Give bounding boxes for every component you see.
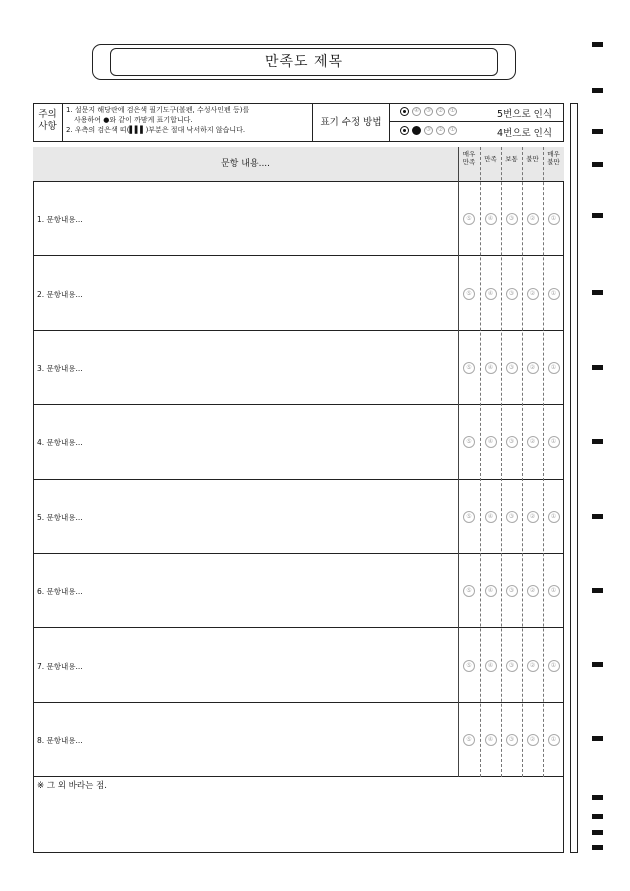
example-1-marks	[400, 107, 457, 116]
answer-bubble[interactable]: ①	[548, 213, 560, 225]
timing-mark	[592, 795, 603, 800]
answer-bubble[interactable]: ③	[506, 734, 518, 746]
timing-mark	[592, 588, 603, 593]
question-text: 1. 문항내용...	[37, 215, 83, 225]
answer-bubble[interactable]: ②	[527, 511, 539, 523]
answer-bubble[interactable]: ②	[527, 436, 539, 448]
marked-dot-bubble	[400, 107, 409, 116]
answer-bubble[interactable]: ④	[485, 213, 497, 225]
notice-label-line1: 주의	[38, 109, 57, 120]
answer-bubble[interactable]: ③	[506, 362, 518, 374]
marked-dot-bubble	[400, 126, 409, 135]
scale-column-header: 불만	[526, 155, 539, 163]
column-divider	[458, 147, 459, 777]
timing-mark	[592, 162, 603, 167]
notice-text	[66, 105, 312, 135]
example-2-marks	[400, 126, 457, 135]
column-divider	[501, 147, 502, 777]
timing-mark	[592, 213, 603, 218]
answer-bubble[interactable]: ⑤	[463, 362, 475, 374]
empty-bubble: ③	[424, 107, 433, 116]
answer-bubble[interactable]: ②	[527, 660, 539, 672]
answer-bubble[interactable]: ②	[527, 213, 539, 225]
side-bar	[570, 103, 578, 853]
column-divider	[522, 147, 523, 777]
answer-bubble[interactable]: ⑤	[463, 288, 475, 300]
page-title: 만족도 제목	[110, 48, 498, 76]
question-column-header: 문항 내용....	[220, 159, 271, 169]
answer-bubble[interactable]: ⑤	[463, 213, 475, 225]
answer-bubble[interactable]: ⑤	[463, 436, 475, 448]
answer-bubble[interactable]: ③	[506, 511, 518, 523]
question-text: 5. 문항내용...	[37, 512, 83, 522]
example-1-result: 5번으로 인식	[497, 109, 552, 120]
question-text: 2. 문항내용...	[37, 289, 83, 299]
timing-mark	[592, 845, 603, 850]
timing-mark	[592, 88, 603, 93]
timing-mark	[592, 129, 603, 134]
notice-label	[33, 103, 63, 142]
answer-bubble[interactable]: ⑤	[463, 734, 475, 746]
answer-bubble[interactable]: ④	[485, 362, 497, 374]
question-text: 7. 문항내용...	[37, 661, 83, 671]
scale-column-header: 매우 만족	[462, 150, 476, 166]
column-divider	[543, 147, 544, 777]
answer-bubble[interactable]: ①	[548, 660, 560, 672]
answer-bubble[interactable]: ⑤	[463, 660, 475, 672]
answer-bubble[interactable]: ②	[527, 288, 539, 300]
scale-column-header: 매우 불만	[547, 150, 560, 166]
answer-bubble[interactable]: ③	[506, 436, 518, 448]
timing-mark	[592, 662, 603, 667]
extra-comments-label: ※ 그 외 바라는 점.	[37, 781, 107, 791]
timing-mark	[592, 42, 603, 47]
notice-label-line2: 사항	[38, 121, 57, 132]
answer-bubble[interactable]: ②	[527, 585, 539, 597]
empty-bubble: ①	[448, 107, 457, 116]
answer-bubble[interactable]: ④	[485, 511, 497, 523]
filled-bubble	[412, 126, 421, 135]
timing-mark	[592, 736, 603, 741]
scale-column-header: 만족	[484, 155, 497, 163]
notice-line-1: 1. 설문지 해당란에 검은색 필기도구(볼펜, 수성사인펜 등)를	[66, 106, 250, 114]
column-divider	[480, 147, 481, 777]
example-2-result: 4번으로 인식	[497, 128, 552, 139]
answer-bubble[interactable]: ①	[548, 511, 560, 523]
answer-bubble[interactable]: ③	[506, 288, 518, 300]
timing-mark	[592, 290, 603, 295]
question-text: 4. 문항내용...	[37, 438, 83, 448]
empty-bubble: ①	[448, 126, 457, 135]
answer-bubble[interactable]: ②	[527, 362, 539, 374]
correction-example-2	[390, 122, 564, 141]
scale-column-header: 보통	[505, 155, 518, 163]
answer-bubble[interactable]: ①	[548, 436, 560, 448]
question-text: 3. 문항내용...	[37, 364, 83, 373]
timing-mark	[592, 814, 603, 819]
answer-bubble[interactable]: ①	[548, 288, 560, 300]
answer-bubble[interactable]: ①	[548, 734, 560, 746]
answer-bubble[interactable]: ③	[506, 213, 518, 225]
answer-bubble[interactable]: ④	[485, 288, 497, 300]
timing-mark	[592, 514, 603, 519]
notice-line-3: 2. 우측의 검은색 띠(▌▌▌)부분은 절대 낙서하지 않습니다.	[66, 126, 246, 134]
answer-bubble[interactable]: ③	[506, 660, 518, 672]
answer-bubble[interactable]: ④	[485, 436, 497, 448]
timing-mark	[592, 439, 603, 444]
answer-bubble[interactable]: ⑤	[463, 585, 475, 597]
empty-bubble: ③	[424, 126, 433, 135]
answer-bubble[interactable]: ⑤	[463, 511, 475, 523]
answer-bubble[interactable]: ①	[548, 585, 560, 597]
answer-bubble[interactable]: ①	[548, 362, 560, 374]
empty-bubble: ④	[412, 107, 421, 116]
answer-bubble[interactable]: ②	[527, 734, 539, 746]
question-text: 8. 문항내용...	[37, 736, 83, 745]
question-text: 6. 문항내용...	[37, 587, 83, 597]
answer-bubble[interactable]: ④	[485, 734, 497, 746]
correction-example-1	[390, 103, 564, 122]
timing-mark	[592, 830, 603, 835]
empty-bubble: ②	[436, 126, 445, 135]
notice-line-2: 사용하여 ●와 같이 까맣게 표기합니다.	[74, 116, 193, 124]
answer-bubble[interactable]: ④	[485, 660, 497, 672]
timing-mark	[592, 365, 603, 370]
correction-method-label: 표기 수정 방법	[312, 103, 390, 142]
answer-bubble[interactable]: ④	[485, 585, 497, 597]
answer-bubble[interactable]: ③	[506, 585, 518, 597]
empty-bubble: ②	[436, 107, 445, 116]
